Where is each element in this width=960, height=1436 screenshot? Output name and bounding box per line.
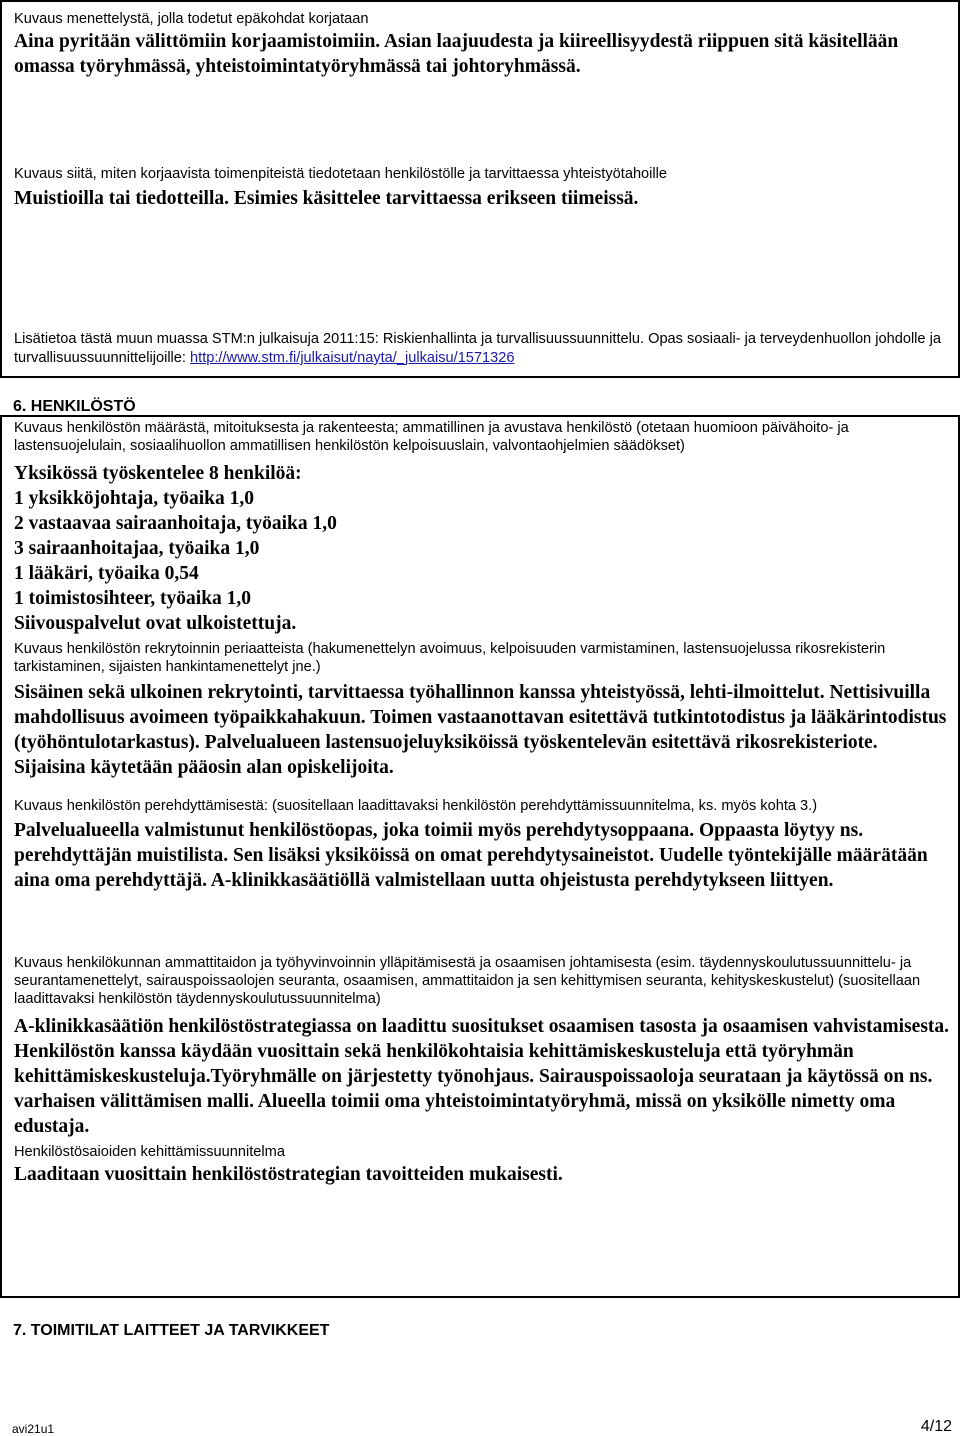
section7-heading: 7. TOIMITILAT LAITTEET JA TARVIKKEET [13, 1322, 330, 1339]
recruitment-label: Kuvaus henkilöstön rekrytoinnin periaatteista (hakumenettelyn avoimuus, kelpoisuuden varmistaminen, lastensuojelussa rikosrekisterin tarkistaminen, sijaisten hankintamenettelyt jne.) [14, 641, 886, 675]
staff-line: 1 toimistosihteer, työaika 1,0 [14, 588, 252, 609]
corrective-measures-answer: Aina pyritään välittömiin korjaamistoimiin. Asian laajuudesta ja kiireellisyydestä riippuen sitä käsitellään omassa työryhmässä, yhteistoimintatyöryhmässä tai johtoryhmässä. [14, 31, 899, 77]
document-code: avi21u1 [12, 1422, 55, 1436]
staff-line: Yksikössä työskentelee 8 henkilöä: [14, 463, 302, 484]
recruitment-answer: Sisäinen sekä ulkoinen rekrytointi, tarvittaessa työhallinnon kanssa yhteistyössä, lehti-ilmoittelut. Nettisivuilla mahdollisuus avoimeen työpaikkahakuun. Toimen vastaanottavan esitettävä tutkintotodistus ja lääkärintodistus (työhöntulotarkastus). Palvelualueen lastensuojeluyksiköissä työskentelevän esitettävä rikosrekisteriote. Sijaisina käytetään pääosin alan opiskelijoita. [14, 682, 947, 778]
staff-list [14, 461, 950, 636]
staff-line: 3 sairaanhoitajaa, työaika 1,0 [14, 538, 260, 559]
page-number: 4/12 [920, 1418, 952, 1435]
informing-label: Kuvaus siitä, miten korjaavista toimenpiteistä tiedotetaan henkilöstölle ja tarvittaessa yhteistyötahoille [14, 166, 668, 182]
additional-info-text: Lisätietoa tästä muun muassa STM:n julkaisuja 2011:15: Riskienhallinta ja turvallisuussuunnittelu. Opas sosiaali- ja terveydenhuollon johdolle ja turvallisuussuunnittelijoille: [14, 331, 941, 366]
section6-box [0, 415, 960, 1298]
orientation-answer: Palvelualueella valmistunut henkilöstöopas, joka toimii myös perehdytysoppaana. Oppaasta löytyy ns. perehdyttäjän muistilista. Sen lisäksi yksiköissä on omat perehdytysaineistot. Uudelle työntekijälle määrätään aina oma perehdyttäjä. A-klinikkasäätiöllä valmistellaan uutta ohjeistusta perehdytykseen liittyen. [14, 820, 928, 891]
competence-answer: A-klinikkasäätiön henkilöstöstrategiassa on laadittu suositukset osaamisen tasosta ja osaamisen vahvistamisesta. Henkilöstön kanssa käydään vuosittain sekä henkilökohtaisia kehittämiskeskusteluja että työryhmän kehittämiskeskusteluja.Työryhmälle on järjestetty työnohjaus. Sairauspoissaoloja seurataan ja käytössä on ns. varhaisen välittämisen malli. Alueella toimii oma yhteistoimintatyöryhmä, missä on yksikölle nimetty oma edustaja. [14, 1016, 950, 1137]
development-plan-answer: Laaditaan vuosittain henkilöstöstrategian tavoitteiden mukaisesti. [14, 1164, 563, 1185]
orientation-label: Kuvaus henkilöstön perehdyttämisestä: (suositellaan laadittavaksi henkilöstön perehdyttämissuunnitelma, ks. myös kohta 3.) [14, 798, 818, 814]
staff-line: 1 lääkäri, työaika 0,54 [14, 563, 199, 584]
staff-description-label: Kuvaus henkilöstön määrästä, mitoituksesta ja rakenteesta; ammatillinen ja avustava henkilöstö (otetaan huomioon päivähoito- ja lastensuojelulain, sosiaalihuollon ammatillisen henkilöstön kelpoisuuslain, valvontaohjelmien säädökset) [14, 420, 849, 454]
informing-answer: Muistioilla tai tiedotteilla. Esimies käsittelee tarvittaessa erikseen tiimeissä. [14, 188, 639, 209]
stm-publication-link[interactable]: http://www.stm.fi/julkaisut/nayta/_julkaisu/1571326 [190, 350, 515, 366]
additional-info [14, 330, 950, 368]
section5-box [0, 0, 960, 378]
staff-line: 1 yksikköjohtaja, työaika 1,0 [14, 488, 254, 509]
staff-line: Siivouspalvelut ovat ulkoistettuja. [14, 613, 297, 634]
development-plan-label: Henkilöstösaioiden kehittämissuunnitelma [14, 1144, 285, 1160]
competence-label: Kuvaus henkilökunnan ammattitaidon ja työhyvinvoinnin ylläpitämisestä ja osaamisen johtamisesta (esim. täydennyskoulutussuunnittelu- ja seurantamenettelyt, sairauspoissaolojen seuranta, osaamisen, ammattitaidon ja sen kehittymisen seuranta, kehityskeskustelut) (suositellaan laadittavaksi henkilöstön täydennyskoulutussuunnitelma) [14, 955, 921, 1007]
section6-heading: 6. HENKILÖSTÖ [13, 398, 136, 415]
staff-line: 2 vastaavaa sairaanhoitaja, työaika 1,0 [14, 513, 337, 534]
corrective-measures-label: Kuvaus menettelystä, jolla todetut epäkohdat korjataan [14, 11, 369, 27]
